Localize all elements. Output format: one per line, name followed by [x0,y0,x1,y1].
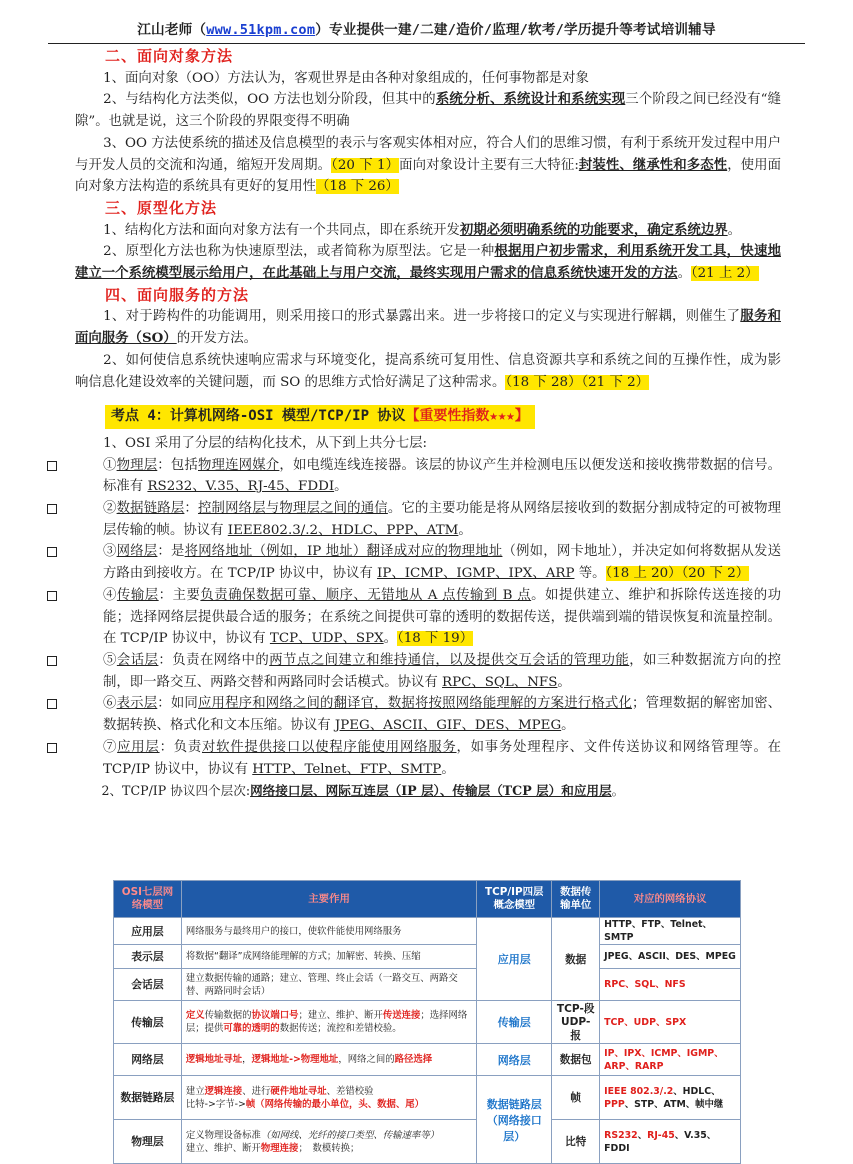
paragraph: 2、与结构化方法类似，OO 方法也划分阶段，但其中的系统分析、系统设计和系统实现三个阶段之间已经没有“缝隙”。也就是说，这三个阶段的界限变得不明确 [75,91,781,130]
osi-layer-item: ⑦应用层：负责对软件提供接口以使程序能使用网络服务，如事务处理程序、文件传送协议和网络管理等。在 TCP/IP 协议中，协议有 HTTP、Telnet、FTP、SMTP。 [75,737,781,780]
paragraph: 1、面向对象（OO）方法认为，客观世界是由各种对象组成的，任何事物都是对象 [103,70,589,86]
paragraph: 3、OO 方法使系统的描述及信息模型的表示与客观实体相对应，符合人们的思维习惯，有利于系统开发过程中用户与开发人员的交流和沟通，缩短开发周期。（20 下 1）面向对象设计主要有三大特征:封装性、继承性和多态性，使用面向对象方法构造的系统具有更好的复用性（18 下 26） [75,135,782,195]
osi-layer-item: ⑤会话层：负责在网络中的两节点之间建立和维持通信，以及提供交互会话的管理功能，如三种数据流方向的控制，即一路交互、两路交替和两路同时会话模式。协议有 RPC、SQL、NFS。 [75,650,781,693]
checkbox-bullet-icon [47,461,57,471]
osi-layer-item: ①物理层：包括物理连网媒介，如电缆连线连接器。该层的协议产生并检测电压以便发送和接收携带数据的信号。标准有 RS232、V.35、RJ-45、FDDI。 [75,455,781,498]
tcp-ip-summary: 2、TCP/IP 协议四个层次:网络接口层、网际互连层（IP 层）、传输层（TCP 层）和应用层。 [101,783,625,799]
paragraph: 1、OSI 采用了分层的结构化技术，从下到上共分七层: [103,435,428,451]
site-link[interactable]: www.51kpm.com [206,22,316,38]
osi-layer-item: ②数据链路层：控制网络层与物理层之间的通信。它的主要功能是将从网络层接收到的数据分割成特定的可被物理层传输的帧。协议有 IEEE802.3/.2、HDLC、PPP、ATM。 [75,498,781,541]
exam-ref: （21 上 2） [690,266,759,282]
checkbox-bullet-icon [47,547,57,557]
protocol-cell: IP、IPX、ICMP、IGMP、ARP、RARP [600,1044,741,1076]
unit-cell: 数据 [552,918,600,1001]
layer-cell: 表示层 [114,945,182,969]
tcpip-cell: 网络层 [477,1044,552,1076]
protocol-cell: HTTP、FTP、Telnet、SMTP [600,918,741,945]
function-cell: 网络服务与最终用户的接口，使软件能使用网络服务 [181,918,476,945]
keypoint-banner: 考点 4：计算机网络-OSI 模型/TCP/IP 协议【重要性指数★★★】 [105,405,535,429]
checkbox-bullet-icon [47,699,57,709]
unit-cell: 数据包 [552,1044,600,1076]
osi-layer-item: ⑥表示层：如同应用程序和网络之间的翻译官，数据将按照网络能理解的方案进行格式化；管理数据的解密加密、数据转换、格式化和文本压缩。协议有 JPEG、ASCII、GIF、DES、MPEG。 [75,693,781,736]
layer-cell: 会话层 [114,969,182,1001]
unit-cell: 比特 [552,1120,600,1164]
checkbox-bullet-icon [47,656,57,666]
table-header: OSI七层网络模型 [114,881,182,918]
layer-cell: 传输层 [114,1001,182,1044]
page-header: 江山老师（www.51kpm.com）专业提供一建/二建/造价/监理/软考/学历提升等考试培训辅导 [137,22,716,38]
table-header: 对应的网络协议 [600,881,741,918]
protocol-cell: IEEE 802.3/.2、HDLC、PPP、STP、ATM、帧中继 [600,1076,741,1120]
function-cell: 定义物理设备标准（如网线、光纤的接口类型、传输速率等） 建立、维护、断开物理连接； 数模转换； [181,1120,476,1164]
function-cell: 逻辑地址寻址，逻辑地址->物理地址，网络之间的路径选择 [181,1044,476,1076]
osi-layer-item: ③网络层：是将网络地址（例如，IP 地址）翻译成对应的物理地址（例如，网卡地址），并决定如何将数据从发送方路由到接收方。在 TCP/IP 协议中，协议有 IP、ICMP、IGMP、IPX、ARP 等。（18 上 20）（20 下 2） [75,541,781,584]
function-cell: 建立逻辑连接、进行硬件地址寻址、差错校验 比特->字节->帧（网络传输的最小单位，头、数据、尾） [181,1076,476,1120]
protocol-cell: RS232、RJ-45、V.35、FDDI [600,1120,741,1164]
paragraph: 2、如何使信息系统快速响应需求与环境变化，提高系统可复用性、信息资源共享和系统之间的互操作性，成为影响信息化建设效率的关键问题，而 SO 的思维方式恰好满足了这种需求。（18 下 28）（21 下 2） [75,352,781,390]
layer-cell: 数据链路层 [114,1076,182,1120]
function-cell: 建立数据传输的通路；建立、管理、终止会话（一路交互、两路交替、两路同时会话） [181,969,476,1001]
layer-cell: 应用层 [114,918,182,945]
table-header: TCP/IP四层概念模型 [477,881,552,918]
paragraph: 1、结构化方法和面向对象方法有一个共同点，即在系统开发初期必须明确系统的功能要求，确定系统边界。 [103,221,742,238]
function-cell: 将数据“翻译”成网络能理解的方式；加解密、转换、压缩 [181,945,476,969]
protocol-cell: RPC、SQL、NFS [600,969,741,1001]
unit-cell: TCP-段 UDP-报 [552,1001,600,1044]
osi-layer-item: ④传输层：主要负责确保数据可靠、顺序、无错地从 A 点传输到 B 点。如提供建立、维护和拆除传送连接的功能；选择网络层提供最合适的服务；在系统之间提供可靠的透明的数据传送，提供端到端的错误恢复和流量控制。在 TCP/IP 协议中，协议有 TCP、UDP、SPX。（18 下 19） [75,585,781,650]
document-body [75,46,781,802]
layer-cell: 物理层 [114,1120,182,1164]
layer-cell: 网络层 [114,1044,182,1076]
exam-ref: （18 下 28）（21 下 2） [505,374,649,390]
unit-cell: 帧 [552,1076,600,1120]
checkbox-bullet-icon [47,591,57,601]
protocol-cell: TCP、UDP、SPX [600,1001,741,1044]
checkbox-bullet-icon [47,743,57,753]
exam-ref: （18 下 26） [316,179,399,195]
table-header: 数据传输单位 [552,881,600,918]
tcpip-cell: 传输层 [477,1001,552,1044]
checkbox-bullet-icon [47,504,57,514]
protocol-cell: JPEG、ASCII、DES、MPEG [600,945,741,969]
tcpip-cell: 应用层 [477,918,552,1001]
exam-ref: （20 下 1） [331,157,400,173]
table-header: 主要作用 [181,881,476,918]
osi-layer-list [75,455,781,781]
paragraph: 1、对于跨构件的功能调用，则采用接口的形式暴露出来。进一步将接口的定义与实现进行解耦，则催生了服务和面向服务（SO）的开发方法。 [75,308,781,347]
section-oo-title: 二、面向对象方法 [105,47,234,65]
header-divider [48,43,805,44]
section-service-title: 四、面向服务的方法 [105,285,250,304]
function-cell: 定义传输数据的协议端口号；建立、维护、断开传送连接；选择网络层；提供可靠的透明的数据传送；流控和差错校验。 [181,1001,476,1044]
osi-tcpip-table [113,880,741,1164]
paragraph: 2、原型化方法也称为快速原型法，或者简称为原型法。它是一种根据用户初步需求，利用系统开发工具，快速地建立一个系统模型展示给用户，在此基础上与用户交流，最终实现用户需求的信息系统快速开发的方法。（21 上 2） [75,243,781,282]
section-prototype-title: 三、原型化方法 [105,198,218,217]
tcpip-cell: 数据链路层（网络接口层） [477,1076,552,1164]
